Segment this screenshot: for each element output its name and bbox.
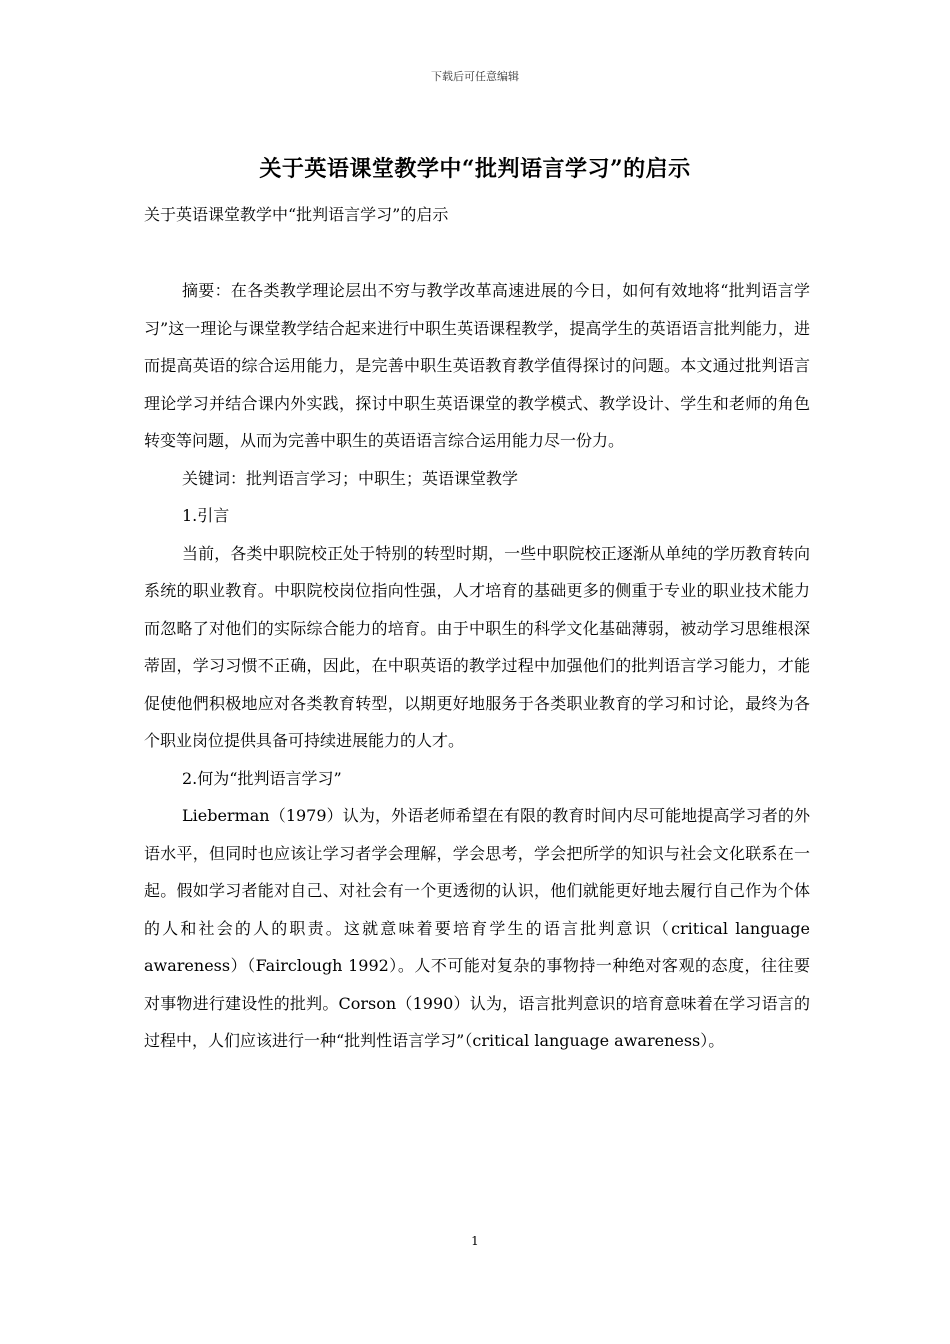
page-number: 1 — [471, 1234, 479, 1248]
page-header: 下载后可任意编辑 — [431, 70, 519, 83]
introduction-paragraph: 当前，各类中职院校正处于特别的转型时期，一些中职院校正逐渐从单纯的学历教育转向系统的职业教育。中职院校岗位指向性强，人才培育的基础更多的侧重于专业的职业技术能力而忽略了对他们的实际综合能力的培育。由于中职生的科学文化基础薄弱，被动学习思维根深蒂固，学习习惯不正确，因此，在中职英语的教学过程中加强他们的批判语言学习能力，才能促使他們积极地应对各类教育转型，以期更好地服务于各类职业教育的学习和讨论，最终为各个职业岗位提供具备可持续进展能力的人才。 — [144, 543, 810, 750]
body-text — [144, 272, 810, 1060]
abstract-paragraph: 摘要：在各类教学理论层出不穷与教学改革高速进展的今日，如何有效地将“批判语言学习”这一理论与课堂教学结合起来进行中职生英语课程教学，提高学生的英语语言批判能力，进而提高英语的综合运用能力，是完善中职生英语教育教学值得探讨的问题。本文通过批判语言理论学习并结合课内外实践，探讨中职生英语课堂的教学模式、教学设计、学生和老师的角色转变等问题，从而为完善中职生的英语语言综合运用能力尽一份力。 — [144, 281, 810, 450]
document-title: 关于英语课堂教学中“批判语言学习”的启示 — [259, 156, 691, 182]
section-heading-introduction: 1.引言 — [182, 506, 230, 525]
definition-paragraph: Lieberman（1979）认为，外语老师希望在有限的教育时间内尽可能地提高学习者的外语水平，但同时也应该让学习者学会理解，学会思考，学会把所学的知识与社会文化联系在一起。假如学习者能对自己、对社会有一个更透彻的认识，他们就能更好地去履行自己作为个体的人和社会的人的职责。这就意味着要培育学生的语言批判意识（critical language awareness）（Fairclough 1992）。人不可能对复杂的事物持一种绝对客观的态度，往往要对事物进行建设性的批判。Corson（1990）认为，语言批判意识的培育意味着在学习语言的过程中，人们应该进行一种“批判性语言学习”（critical language awareness）。 — [144, 806, 810, 1050]
section-heading-definition: 2.何为“批判语言学习” — [182, 768, 342, 788]
document-subtitle: 关于英语课堂教学中“批判语言学习”的启示 — [144, 205, 449, 224]
keywords-paragraph: 关键词：批判语言学习；中职生；英语课堂教学 — [182, 468, 519, 488]
